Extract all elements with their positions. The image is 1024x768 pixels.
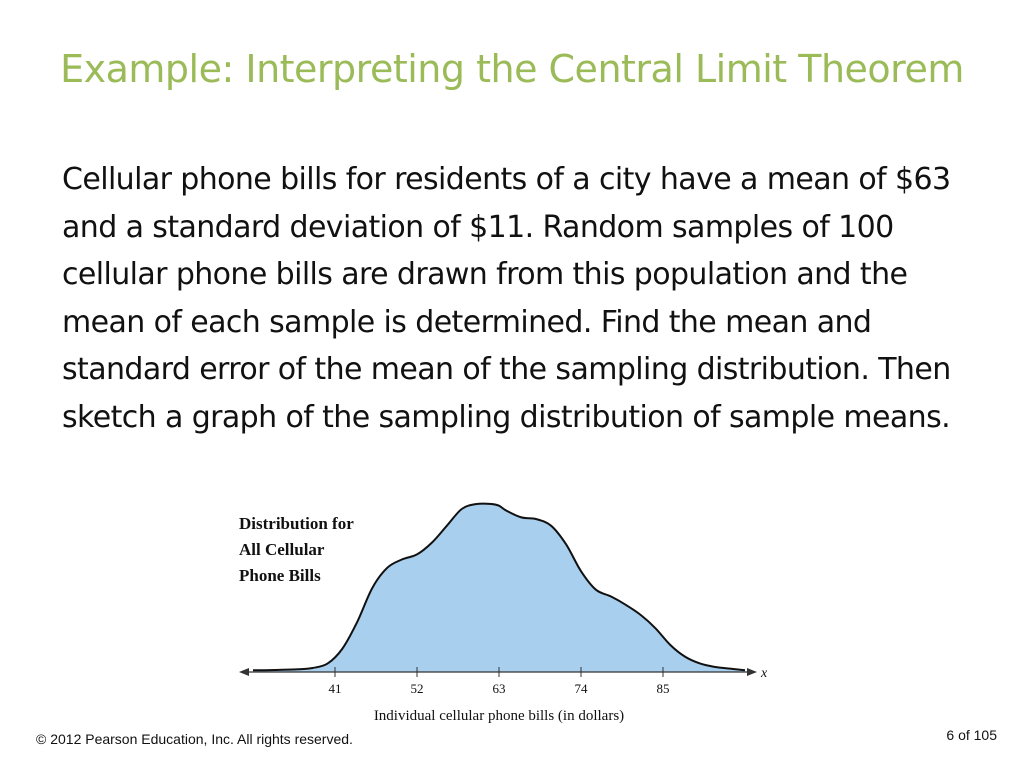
x-axis-arrow-left — [239, 668, 249, 676]
figure-label-line-1: Distribution for — [239, 514, 354, 533]
x-tick-label: 63 — [492, 681, 506, 696]
x-axis-title: Individual cellular phone bills (in dollars) — [373, 708, 625, 724]
x-axis-arrow-right — [747, 668, 757, 676]
x-tick-label: 74 — [574, 681, 588, 696]
distribution-chart — [225, 492, 785, 732]
x-tick-label: 85 — [656, 681, 670, 696]
page-number: 6 of 105 — [946, 727, 997, 743]
figure-label-line-3: Phone Bills — [239, 566, 321, 585]
x-axis-variable: x — [761, 666, 768, 681]
copyright-notice: © 2012 Pearson Education, Inc. All rights reserved. — [36, 731, 353, 747]
slide-title: Example: Interpreting the Central Limit Theorem — [60, 47, 964, 91]
figure-label-line-2: All Cellular — [239, 540, 325, 559]
x-tick-label: 52 — [410, 681, 424, 696]
x-tick-label: 41 — [328, 681, 342, 696]
slide-body-text: Cellular phone bills for residents of a city have a mean of $63 and a standard deviation of $11. Random samples of 100 cellular phone bills are drawn from this population and the mean of each sample is determined. Find the mean and standard error of the mean of the sampling distribution. Then sketch a graph of the sampling distribution of sample means. — [62, 162, 951, 435]
distribution-figure — [225, 492, 785, 732]
